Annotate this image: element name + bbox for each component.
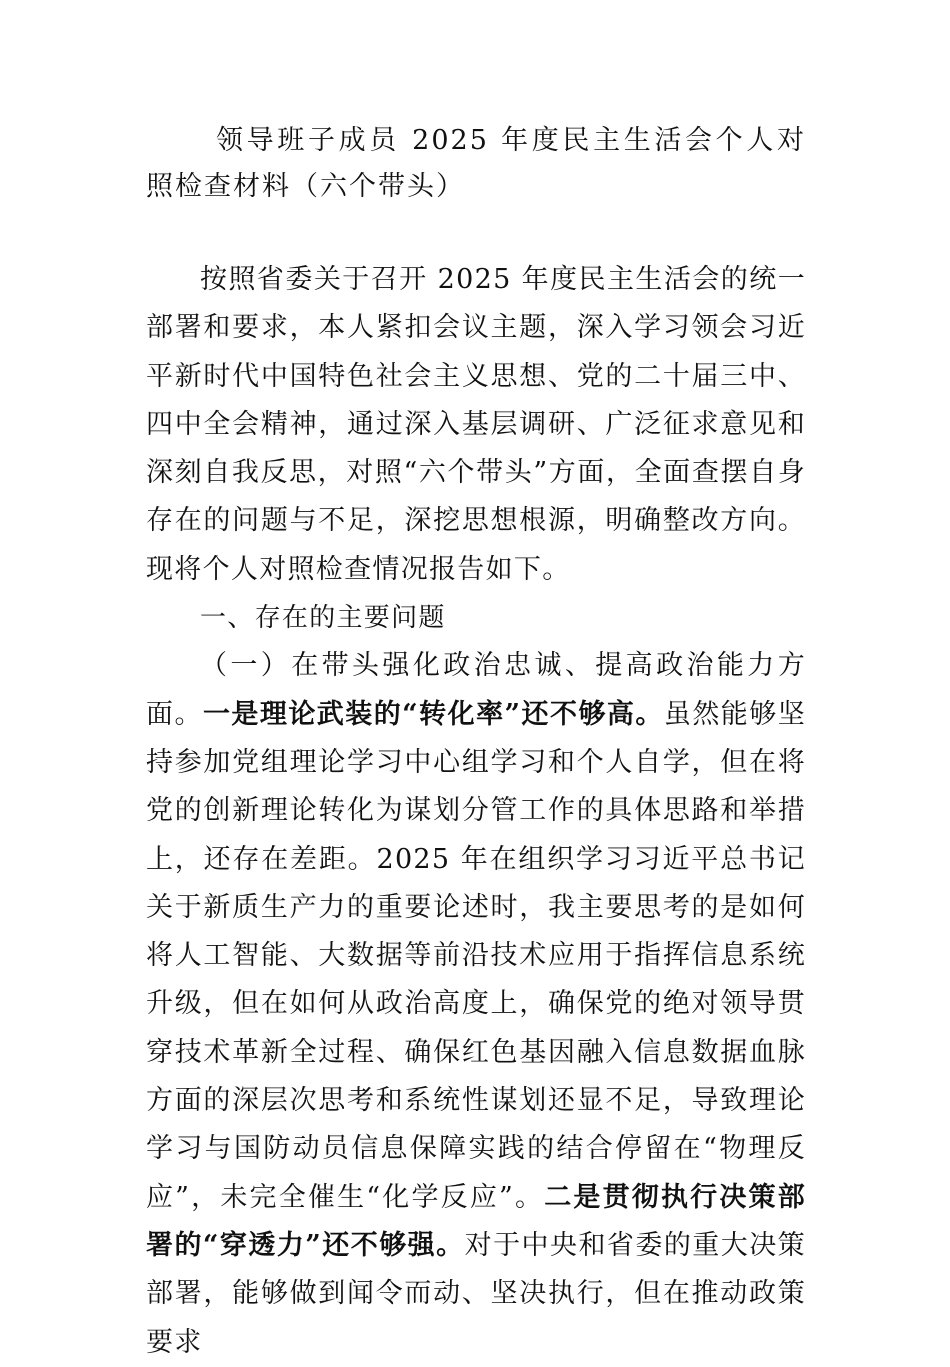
section-paragraph-political [146, 642, 806, 1366]
point-one-text: 虽然能够坚持参加党组理论学习中心组学习和个人自学，但在将党的创新理论转化为谋划分管工作的具体思路和举措上，还存在差距。2025 年在组织学习习近平总书记关于新质生产力的重要论述时，我主要思考的是如何将人工智能、大数据等前沿技术应用于指挥信息系统升级，但在如何从政治高度上，确保党的绝对领导贯穿技术革新全过程、确保红色基因融入信息数据血脉方面的深层次思考和系统性谋划还显不足，导致理论学习与国防动员信息保障实践的结合停留在“物理反应”，未完全催生“化学反应”。 [146, 698, 807, 1213]
point-two-heading: 二是贯彻执行决策部署的“穿透力”还不够强。 [146, 1181, 806, 1261]
point-one-heading: 一是理论武装的“转化率”还不够高。 [202, 698, 664, 730]
point-two-text: 对于中央和省委的重大决策部署，能够做到闻令而动、坚决执行，但在推动政策要求 [146, 1229, 806, 1358]
document-body [146, 256, 806, 1367]
subsection-lead: （一）在带头强化政治忠诚、提高政治能力方面。 [146, 650, 806, 730]
document-title: 领导班子成员 2025 年度民主生活会个人对照检查材料（六个带头） [146, 125, 806, 202]
intro-paragraph: 按照省委关于召开 2025 年度民主生活会的统一部署和要求，本人紧扣会议主题，深入学习领会习近平新时代中国特色社会主义思想、党的二十届三中、四中全会精神，通过深入基层调研、广泛征求意见和深刻自我反思，对照“六个带头”方面，全面查摆自身存在的问题与不足，深挖思想根源，明确整改方向。现将个人对照检查情况报告如下。 [146, 264, 806, 585]
section-heading-problems: 一、存在的主要问题 [200, 603, 446, 634]
